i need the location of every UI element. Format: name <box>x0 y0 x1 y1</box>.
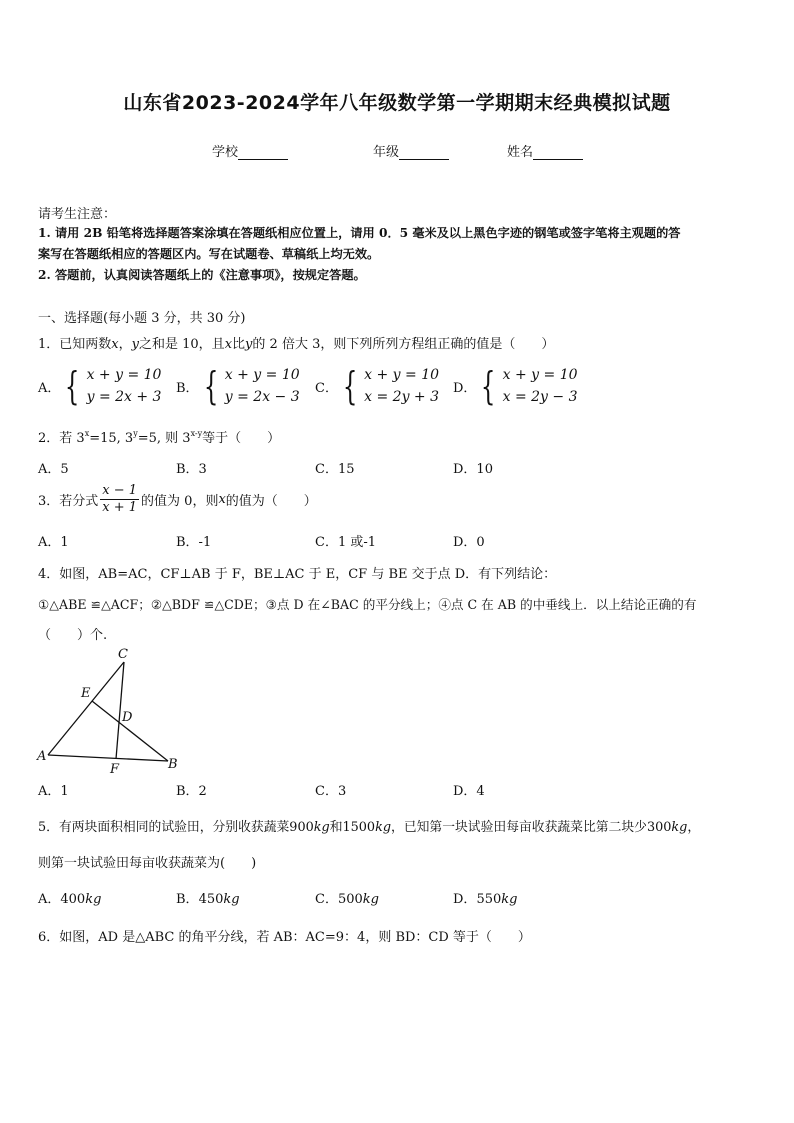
fraction-numerator: x − 1 <box>102 483 138 498</box>
question-1 <box>38 333 554 352</box>
option-unit: kg <box>85 892 102 907</box>
option-value: 400 <box>60 892 86 907</box>
section-heading: 一、选择题(每小题 3 分，共 30 分) <box>38 311 246 326</box>
q1-var-x: x <box>111 337 119 352</box>
label-f: F <box>110 762 120 776</box>
q2-text-a: 2．若 3 <box>38 431 85 446</box>
equation-row: x + y = 10 <box>224 367 300 383</box>
option-unit: kg <box>362 892 379 907</box>
question-6: 6．如图，AD 是△ABC 的角平分线，若 AB：AC=9：4，则 BD：CD 等于（ ） <box>38 930 531 945</box>
q4-option-b[interactable]: B．2 <box>176 784 207 799</box>
grade-label: 年级 <box>373 145 400 160</box>
q5-unit-1: kg <box>313 820 330 835</box>
q1-var-y: y <box>131 337 139 352</box>
option-unit: kg <box>223 892 240 907</box>
option-value: 550 <box>476 892 502 907</box>
q5-text-d: ， <box>687 820 701 835</box>
q4-option-c[interactable]: C．3 <box>315 784 347 799</box>
notice-item-1b: 案写在答题纸相应的答题区内。写在试题卷、草稿纸上均无效。 <box>38 247 380 261</box>
brace-icon: { <box>203 364 218 408</box>
grade-field <box>373 141 449 160</box>
q5-unit-3: kg <box>671 820 688 835</box>
q5-value-2: 1500 <box>342 820 376 835</box>
question-2 <box>38 427 280 446</box>
q1-option-a[interactable] <box>38 364 161 408</box>
q3-text-c: 的值为（ ） <box>225 494 317 509</box>
q3-fraction <box>100 483 139 516</box>
q5-option-d[interactable] <box>453 888 517 907</box>
brace-icon: { <box>65 364 80 408</box>
q5-text-b: 和 <box>329 820 343 835</box>
q1-text-b: 之和是 10，且 <box>139 337 225 352</box>
brace-icon: { <box>342 364 358 408</box>
question-4-line-3: （ ）个. <box>38 628 108 643</box>
q2-exp-3: x-y <box>190 429 203 438</box>
q2-option-c[interactable]: C．15 <box>315 462 355 477</box>
q5-option-c[interactable] <box>315 888 379 907</box>
option-label: B． <box>176 380 199 396</box>
q3-var-x: x <box>218 492 226 507</box>
q3-option-d[interactable]: D．0 <box>453 535 485 550</box>
q2-exp-1: x <box>84 429 90 438</box>
equation-row: x = 2y + 3 <box>364 389 440 405</box>
option-label: A． <box>38 892 61 907</box>
q1-option-b[interactable] <box>176 364 300 408</box>
q5-option-b[interactable] <box>176 888 240 907</box>
equation-row: y = 2x + 3 <box>86 389 162 405</box>
q2-text-d: 等于（ ） <box>202 431 281 446</box>
segment-ab <box>48 755 168 761</box>
option-label: C． <box>315 892 338 907</box>
question-3 <box>38 483 317 516</box>
option-label: A． <box>38 380 61 396</box>
q1-var-y2: y <box>245 337 253 352</box>
q5-value-1: 900 <box>289 820 314 835</box>
notice-item-2: 2. 答题前，认真阅读答题纸上的《注意事项》，按规定答题。 <box>38 268 366 282</box>
option-label: B． <box>176 892 199 907</box>
grade-blank <box>399 145 449 160</box>
q3-option-b[interactable]: B．-1 <box>176 535 212 550</box>
label-b: B <box>168 757 178 772</box>
brace-icon: { <box>481 364 496 408</box>
q3-text-a: 3．若分式 <box>38 494 99 509</box>
label-d: D <box>122 710 133 725</box>
question-5-line-1 <box>38 816 700 835</box>
q3-option-a[interactable]: A．1 <box>38 535 69 550</box>
q4-option-d[interactable]: D．4 <box>453 784 485 799</box>
q5-unit-2: kg <box>375 820 392 835</box>
label-e: E <box>81 686 91 701</box>
q1-text-d: 的 2 倍大 3，则下列所列方程组正确的值是（ ） <box>252 337 555 352</box>
equation-row: x + y = 10 <box>502 367 578 383</box>
q1-text-a: 1．已知两数 <box>38 337 112 352</box>
q1-option-c[interactable] <box>315 364 439 408</box>
question-4-line-2: ①△ABE ≌△ACF；②△BDF ≌△CDE；③点 D 在∠BAC 的平分线上；④点 C 在 AB 的中垂线上．以上结论正确的有 <box>38 597 697 612</box>
q1-comma: ， <box>118 337 132 352</box>
school-field <box>212 141 288 160</box>
name-field <box>507 141 583 160</box>
q2-text-b: =15, 3 <box>89 431 134 446</box>
notice-heading: 请考生注意： <box>38 207 117 222</box>
q5-value-3: 300 <box>646 820 672 835</box>
equation-row: x + y = 10 <box>86 367 162 383</box>
school-label: 学校 <box>212 145 239 160</box>
option-value: 450 <box>198 892 224 907</box>
segment-ac <box>48 662 124 755</box>
school-blank <box>238 145 288 160</box>
equation-row: x + y = 10 <box>364 367 440 383</box>
q3-option-c[interactable]: C．1 或-1 <box>315 535 377 550</box>
question-4-line-1: 4．如图，AB=AC，CF⊥AB 于 F，BE⊥AC 于 E，CF 与 BE 交于点 D．有下列结论： <box>38 567 557 582</box>
q5-text-a: 5．有两块面积相同的试验田，分别收获蔬菜 <box>38 820 290 835</box>
name-label: 姓名 <box>507 145 534 160</box>
fraction-denominator: x + 1 <box>102 500 138 515</box>
label-c: C <box>118 647 128 662</box>
q2-exp-2: y <box>133 429 138 438</box>
q5-text-c: ，已知第一块试验田每亩收获蔬菜比第二块少 <box>391 820 647 835</box>
equation-row: x = 2y − 3 <box>502 389 578 405</box>
q2-text-c: =5, 则 3 <box>137 431 191 446</box>
notice-item-1a: 1. 请用 2B 铅笔将选择题答案涂填在答题纸相应位置上，请用 0．5 毫米及以上黑色字迹的钢笔或签字笔将主观题的答 <box>38 226 681 240</box>
page-title: 山东省2023-2024学年八年级数学第一学期期末经典模拟试题 <box>123 92 671 114</box>
q1-option-d[interactable] <box>453 364 578 408</box>
q4-option-a[interactable]: A．1 <box>38 784 69 799</box>
q1-text-c: 比 <box>232 337 246 352</box>
option-label: C． <box>315 380 338 396</box>
label-a: A <box>37 749 47 764</box>
q2-option-b[interactable]: B．3 <box>176 462 207 477</box>
q2-option-a[interactable]: A．5 <box>38 462 69 477</box>
option-unit: kg <box>501 892 518 907</box>
q1-var-x2: x <box>224 337 233 352</box>
q2-option-d[interactable]: D．10 <box>453 462 493 477</box>
option-label: D． <box>453 892 477 907</box>
name-blank <box>533 145 583 160</box>
q5-option-a[interactable] <box>38 888 101 907</box>
question-5-line-2: 则第一块试验田每亩收获蔬菜为( ) <box>38 856 257 871</box>
option-value: 500 <box>337 892 363 907</box>
q4-triangle-figure <box>34 644 194 776</box>
equation-row: y = 2x − 3 <box>224 389 300 405</box>
option-label: D． <box>453 380 477 396</box>
q3-text-b: 的值为 0，则 <box>141 494 219 509</box>
